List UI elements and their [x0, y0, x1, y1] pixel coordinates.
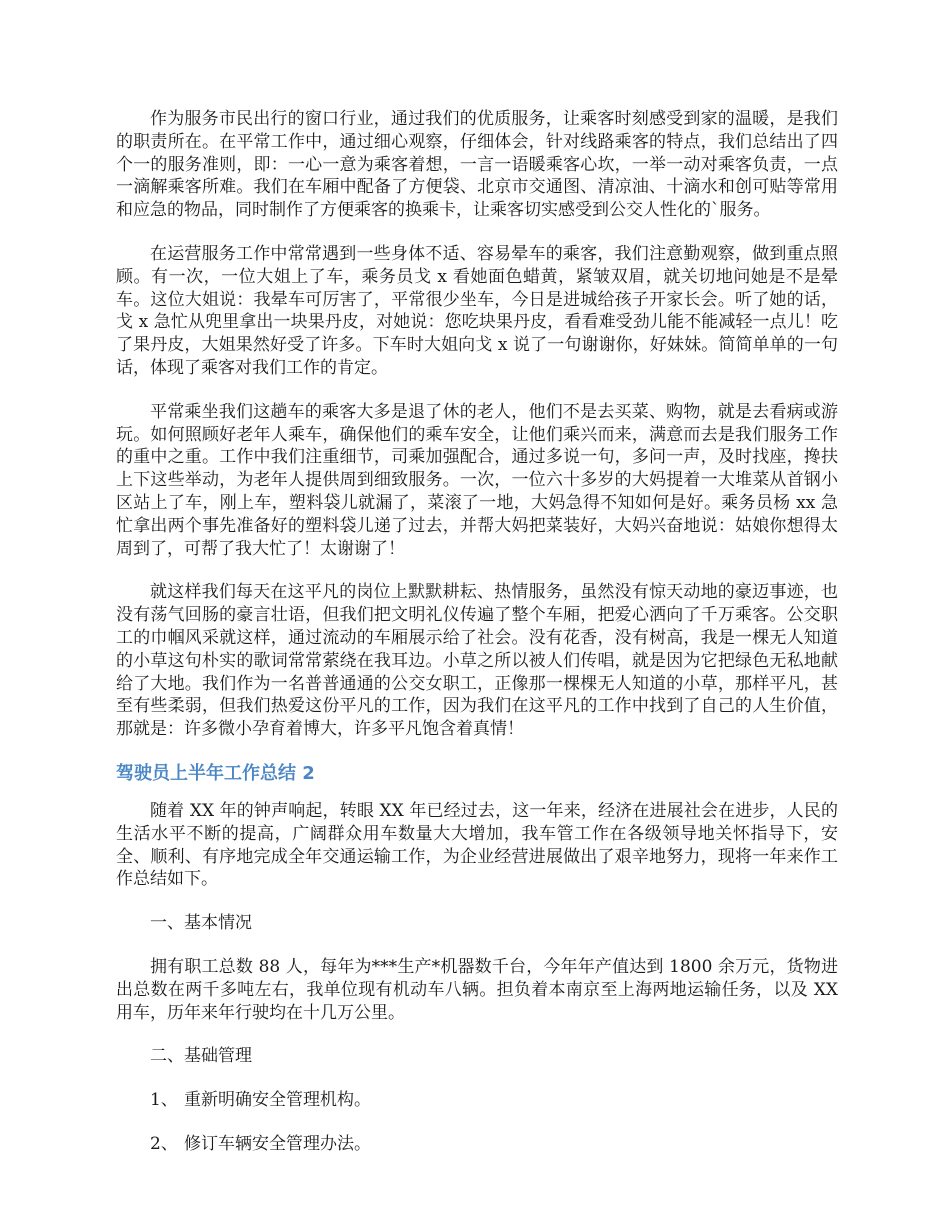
- section1-text: 拥有职工总数 88 人，每年为***生产*机器数千台，今年年产值达到 1800 余万元，货物进出总数在两千多吨左右，我单位现有机动车八辆。担负着本南京至上海两地运输任务，以及 XX 用车，历年来年行驶均在十几万公里。: [116, 956, 838, 1023]
- document-page: [116, 108, 838, 1177]
- list-item-number: 2、: [150, 1133, 178, 1154]
- paragraph-intro: 随着 XX 年的钟声响起，转眼 XX 年已经过去，这一年来，经济在进展社会在进步，人民的生活水平不断的提高，广阔群众用车数量大大增加，我车管工作在各级领导地关怀指导下，安全、顺利、有序地完成全年交通运输工作，为企业经营进展做出了艰辛地努力，现将一年来作工作总结如下。: [116, 800, 838, 890]
- list-item-text: 修订车辆安全管理办法。: [184, 1133, 371, 1154]
- list-item-text: 重新明确安全管理机构。: [184, 1090, 371, 1111]
- list-item: [116, 1089, 838, 1112]
- section1-title: 一、基本情况: [150, 913, 252, 934]
- list-item: [116, 1133, 838, 1156]
- section2-title: 二、基础管理: [150, 1046, 252, 1067]
- paragraph-motion-sickness: 在运营服务工作中常常遇到一些身体不适、容易晕车的乘客，我们注意勤观察，做到重点照顾。有一次，一位大姐上了车，乘务员戈 x 看她面色蜡黄，紧皱双眉，就关切地问她是不是晕车。这位大姐说：我晕车可厉害了，平常很少坐车，今日是进城给孩子开家长会。听了她的话，戈 x 急忙从兜里拿出一块果丹皮，对她说：您吃块果丹皮，看看难受劲儿能不能减轻一点儿！吃了果丹皮，大姐果然好受了许多。下车时大姐向戈 x 说了一句谢谢你，好妹妹。简简单单的一句话，体现了乘客对我们工作的肯定。: [116, 243, 838, 378]
- paragraph-elderly-passengers: 平常乘坐我们这趟车的乘客大多是退了休的老人，他们不是去买菜、购物，就是去看病或游玩。如何照顾好老年人乘车，确保他们的乘车安全，让他们乘兴而来，满意而去是我们服务工作的重中之重。工作中我们注重细节，司乘加强配合，通过多说一句，多问一声，及时找座，搀扶上下这些举动，为老年人提供周到细致服务。一次，一位六十多岁的大妈提着一大堆菜从首钢小区站上了车，刚上车，塑料袋儿就漏了，菜滚了一地，大妈急得不知如何是好。乘务员杨 xx 急忙拿出两个事先准备好的塑料袋儿递了过去，并帮大妈把菜装好，大妈兴奋地说：姑娘你想得太周到了，可帮了我大忙了！太谢谢了！: [116, 401, 838, 559]
- paragraph-service-window: 作为服务市民出行的窗口行业，通过我们的优质服务，让乘客时刻感受到家的温暖，是我们的职责所在。在平常工作中，通过细心观察，仔细体会，针对线路乘客的特点，我们总结出了四个一的服务准则，即：一心一意为乘客着想，一言一语暖乘客心坎，一举一动对乘客负责，一点一滴解乘客所难。我们在车厢中配备了方便袋、北京市交通图、清凉油、十滴水和创可贴等常用和应急的物品，同时制作了方便乘客的换乘卡，让乘客切实感受到公交人性化的`服务。: [116, 109, 838, 221]
- paragraph-conclusion: 就这样我们每天在这平凡的岗位上默默耕耘、热情服务，虽然没有惊天动地的豪迈事迹，也没有荡气回肠的豪言壮语，但我们把文明礼仪传遍了整个车厢，把爱心洒向了千万乘客。公交职工的巾帼风采就这样，通过流动的车厢展示给了社会。没有花香，没有树高，我是一棵无人知道的小草这句朴实的歌词常常萦绕在我耳边。小草之所以被人们传唱，就是因为它把绿色无私地献给了大地。我们作为一名普普通通的公交女职工，正像那一棵棵无人知道的小草，那样平凡，甚至有些柔弱，但我们热爱这份平凡的工作，因为我们在这平凡的工作中找到了自己的人生价值，那就是：许多微小孕育着博大，许多平凡饱含着真情！: [116, 582, 838, 740]
- section-heading: 驾驶员上半年工作总结 2: [116, 762, 315, 784]
- list-item-number: 1、: [150, 1090, 178, 1111]
